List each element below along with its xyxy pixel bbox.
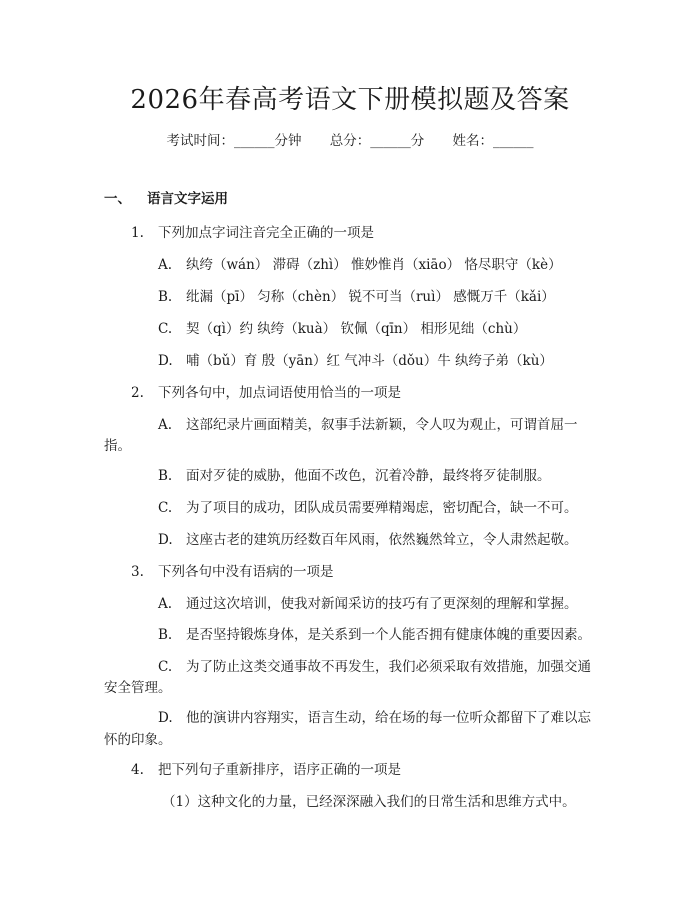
- question-2-option-a-continued: 指。: [104, 438, 131, 454]
- question-text: 下列各句中没有语病的一项是: [158, 564, 334, 580]
- question-3-option-a: [158, 595, 578, 614]
- question-2-stem: [131, 384, 401, 403]
- question-3-option-d: [158, 709, 591, 728]
- question-3-option-c-continued: 安全管理。: [104, 680, 172, 696]
- question-2-option-d: [158, 531, 578, 550]
- option-text: 为了项目的成功，团队成员需要殚精竭虑，密切配合，缺一不可。: [186, 500, 578, 516]
- section-number: 一、: [104, 191, 131, 207]
- question-text: 下列加点字词注音完全正确的一项是: [158, 225, 374, 241]
- question-number: 2.: [131, 385, 144, 401]
- question-number: 4.: [131, 762, 144, 778]
- option-text: 他的演讲内容翔实，语言生动，给在场的每一位听众都留下了难以忘: [186, 710, 591, 726]
- question-1-option-d: [158, 352, 553, 371]
- option-text: 为了防止这类交通事故不再发生，我们必须采取有效措施，加强交通: [186, 659, 591, 675]
- option-letter: A.: [158, 257, 173, 273]
- section-title: 语言文字运用: [147, 191, 228, 207]
- option-text: 通过这次培训，使我对新闻采访的技巧有了更深刻的理解和掌握。: [186, 596, 578, 612]
- page-title: 2026年春高考语文下册模拟题及答案: [130, 85, 570, 115]
- option-letter: A.: [158, 417, 173, 433]
- student-name-field: 姓名：______: [452, 133, 534, 149]
- question-4-item-1: （1）这种文化的力量，已经深深融入我们的日常生活和思维方式中。: [162, 794, 576, 810]
- option-letter: D.: [158, 710, 173, 726]
- option-letter: B.: [158, 468, 173, 484]
- section-heading: [104, 190, 228, 208]
- question-1-option-a: [158, 256, 562, 275]
- option-text: 纨绔（wán） 滞碍（zhì） 惟妙惟肖（xiāo） 恪尽职守（kè）: [186, 257, 562, 273]
- question-text: 把下列句子重新排序，语序正确的一项是: [158, 762, 401, 778]
- option-letter: D.: [158, 532, 173, 548]
- option-text: 哺（bǔ）育 殷（yān）红 气冲斗（dǒu）牛 纨绔子弟（kù）: [186, 353, 553, 369]
- option-text: 契（qì）约 纨绔（kuà） 钦佩（qīn） 相形见绌（chù）: [186, 321, 527, 337]
- question-number: 1.: [131, 225, 144, 241]
- option-letter: B.: [158, 627, 173, 643]
- option-text: 面对歹徒的威胁，他面不改色，沉着冷静，最终将歹徒制服。: [186, 468, 551, 484]
- option-text: 是否坚持锻炼身体，是关系到一个人能否拥有健康体魄的重要因素。: [186, 627, 591, 643]
- question-2-option-c: [158, 499, 578, 518]
- question-1-stem: [131, 224, 374, 243]
- option-text: 这座古老的建筑历经数百年风雨，依然巍然耸立，令人肃然起敬。: [186, 532, 578, 548]
- option-letter: C.: [158, 659, 173, 675]
- question-4-stem: [131, 761, 401, 780]
- question-1-option-b: [158, 288, 555, 307]
- question-text: 下列各句中，加点词语使用恰当的一项是: [158, 385, 401, 401]
- question-1-option-c: [158, 320, 526, 339]
- question-2-option-a: [158, 416, 578, 435]
- option-letter: C.: [158, 500, 173, 516]
- option-letter: A.: [158, 596, 173, 612]
- question-3-option-b: [158, 626, 591, 645]
- option-letter: C.: [158, 321, 173, 337]
- question-number: 3.: [131, 564, 144, 580]
- option-letter: D.: [158, 353, 173, 369]
- question-3-option-c: [158, 658, 591, 677]
- question-3-option-d-continued: 怀的印象。: [104, 732, 172, 748]
- option-text: 这部纪录片画面精美，叙事手法新颖，令人叹为观止，可谓首屈一: [186, 417, 578, 433]
- exam-meta: [0, 132, 700, 150]
- question-3-stem: [131, 563, 334, 582]
- exam-time-field: 考试时间：______分钟: [166, 133, 302, 149]
- total-score-field: 总分：______分: [329, 133, 425, 149]
- question-2-option-b: [158, 467, 551, 486]
- option-letter: B.: [158, 289, 173, 305]
- option-text: 纰漏（pī） 匀称（chèn） 锐不可当（ruì） 感慨万千（kǎi）: [186, 289, 555, 305]
